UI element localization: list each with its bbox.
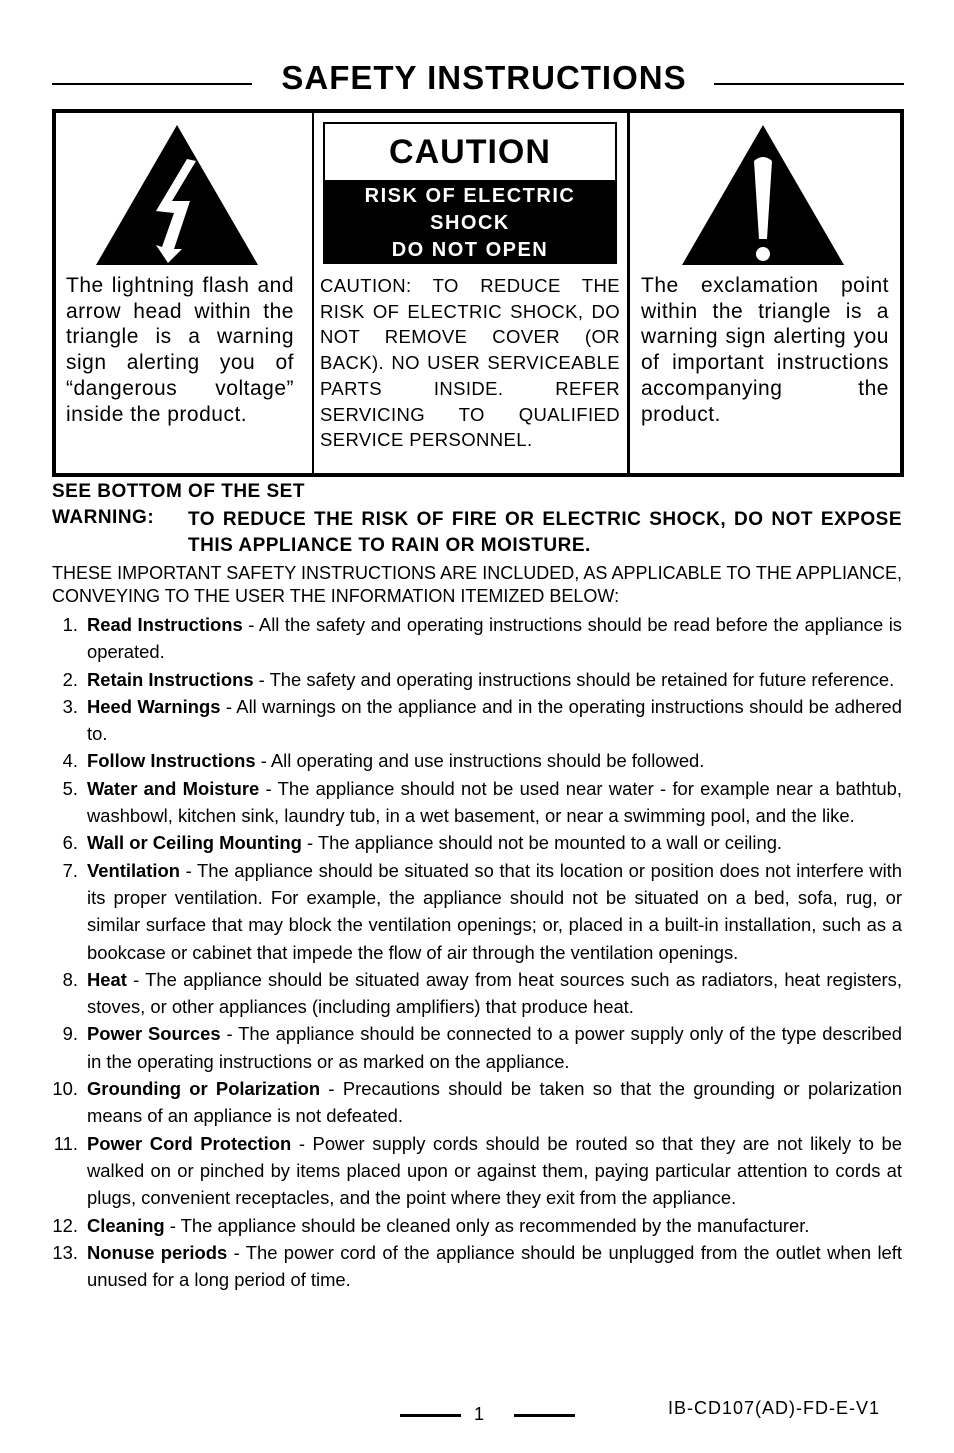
- list-item: [40, 829, 902, 856]
- item-text: - All warnings on the appliance and in the operating instructions should be adhered to.: [87, 695, 902, 745]
- exclamation-triangle-icon: [678, 121, 848, 269]
- item-title: Power Cord Protection: [87, 1132, 292, 1154]
- intro-paragraph: THESE IMPORTANT SAFETY INSTRUCTIONS ARE INCLUDED, AS APPLICABLE TO THE APPLIANCE, CONVEYING TO THE USER THE INFORMATION ITEMIZED BELOW:: [52, 563, 902, 606]
- footer-rule-right: [514, 1414, 575, 1417]
- item-title: Nonuse periods: [87, 1241, 228, 1263]
- item-title: Retain Instructions: [87, 668, 254, 690]
- exclamation-panel: [630, 113, 900, 473]
- item-title: Read Instructions: [87, 614, 243, 635]
- caution-line-3: DO NOT OPEN: [391, 239, 549, 261]
- lightning-triangle-icon: [92, 121, 262, 269]
- list-item: [40, 1130, 902, 1212]
- item-number: 5.: [62, 777, 78, 799]
- item-title: Ventilation: [87, 859, 180, 881]
- item-title: Water and Moisture: [87, 777, 260, 799]
- caution-banner: [323, 180, 617, 264]
- item-number: 4.: [62, 750, 78, 772]
- item-title: Cleaning: [87, 1214, 165, 1236]
- list-item: [40, 775, 902, 830]
- list-item: [40, 1239, 902, 1294]
- caution-line-1: RISK OF ELECTRIC: [364, 185, 576, 207]
- item-number: 12.: [52, 1214, 78, 1236]
- item-text: - The appliance should not be mounted to a wall or ceiling.: [301, 832, 783, 854]
- warning-symbols-box: [52, 109, 904, 477]
- caution-heading: CAUTION: [389, 133, 551, 171]
- item-text: - The appliance should be cleaned only as recommended by the manufacturer.: [164, 1214, 810, 1236]
- document-code: IB-CD107(AD)-FD-E-V1: [668, 1398, 881, 1418]
- item-text: - Power supply cords should be routed so that they are not likely to be walked on or pinched by items placed upon or against them, paying particular attention to cords at plugs, convenient receptacles, and the point where they exit from the appliance.: [87, 1132, 902, 1209]
- item-number: 6.: [62, 832, 78, 854]
- item-text: - The safety and operating instructions should be retained for future reference.: [253, 668, 895, 690]
- item-text: - The appliance should be connected to a power supply only of the type described in the operating instructions or as marked on the appliance.: [87, 1023, 903, 1072]
- page-header: [52, 56, 904, 100]
- item-text: - The appliance should be situated away from heat sources such as radiators, heat registers, stoves, or other appliances (including amplifiers) that produce heat.: [87, 968, 902, 1018]
- title-rule-left: [52, 83, 252, 85]
- warning-label: WARNING:: [52, 507, 155, 528]
- instruction-list: [40, 611, 902, 1293]
- item-text: - All the safety and operating instructions should be read before the appliance is operated.: [87, 614, 902, 663]
- title-rule-right: [714, 83, 904, 85]
- caution-description: CAUTION: TO REDUCE THE RISK OF ELECTRIC SHOCK, DO NOT REMOVE COVER (OR BACK). NO USER SERVICEABLE PARTS INSIDE. REFER SERVICING TO QUALIFIED SERVICE PERSONNEL.: [320, 275, 620, 451]
- list-item: [40, 857, 902, 966]
- item-text: - All operating and use instructions should be followed.: [255, 750, 705, 772]
- list-item: [40, 747, 902, 774]
- list-item: [40, 666, 902, 693]
- item-number: 3.: [62, 695, 78, 717]
- item-number: 13.: [52, 1241, 78, 1263]
- lightning-description: The lightning flash and arrow head within the triangle is a warning sign alerting you of “dangerous voltage” inside the product.: [66, 274, 294, 426]
- see-bottom-note: SEE BOTTOM OF THE SET: [52, 481, 305, 502]
- item-number: 2.: [62, 668, 78, 690]
- list-item: [40, 1212, 902, 1239]
- item-text: - Precautions should be taken so that the grounding or polarization means of an appliance is not defeated.: [87, 1078, 902, 1127]
- item-text: - The appliance should be situated so that its location or position does not interfere with its proper ventilation. For example, the appliance should not be situated on a bed, sofa, rug, or similar surface that may block the ventilation openings; or, placed in a built-in installation, such as a bookcase or cabinet that impede the flow of air through the ventilation openings.: [87, 859, 902, 963]
- item-number: 10.: [52, 1078, 78, 1100]
- footer-rule-left: [400, 1414, 461, 1417]
- item-number: 1.: [62, 614, 78, 635]
- item-number: 7.: [62, 859, 78, 881]
- item-text: - The appliance should not be used near water - for example near a bathtub, washbowl, kitchen sink, laundry tub, in a wet basement, or near a swimming pool, and the like.: [87, 777, 902, 827]
- item-title: Heat: [87, 968, 127, 990]
- item-title: Power Sources: [87, 1023, 221, 1045]
- item-number: 11.: [53, 1132, 78, 1154]
- lightning-panel: [56, 113, 314, 473]
- exclamation-description: The exclamation point within the triangle is a warning sign alerting you of important instructions accompanying the product.: [641, 274, 889, 426]
- item-title: Grounding or Polarization: [87, 1078, 321, 1100]
- item-title: Wall or Ceiling Mounting: [87, 832, 302, 854]
- list-item: [40, 611, 902, 666]
- list-item: [40, 966, 902, 1021]
- page-title: SAFETY INSTRUCTIONS: [281, 59, 687, 96]
- list-item: [40, 693, 902, 748]
- caution-label: [323, 122, 617, 262]
- item-text: - The power cord of the appliance should be unplugged from the outlet when left unused for a long period of time.: [87, 1241, 902, 1291]
- page-number: 1: [474, 1404, 485, 1424]
- caution-line-2: SHOCK: [430, 212, 510, 234]
- warning-text: TO REDUCE THE RISK OF FIRE OR ELECTRIC SHOCK, DO NOT EXPOSE THIS APPLIANCE TO RAIN OR MOISTURE.: [188, 509, 902, 556]
- item-number: 8.: [62, 968, 78, 990]
- caution-panel: [314, 113, 630, 473]
- item-number: 9.: [62, 1023, 78, 1045]
- item-title: Heed Warnings: [87, 695, 221, 717]
- list-item: [40, 1020, 902, 1075]
- list-item: [40, 1075, 902, 1130]
- item-title: Follow Instructions: [87, 750, 256, 772]
